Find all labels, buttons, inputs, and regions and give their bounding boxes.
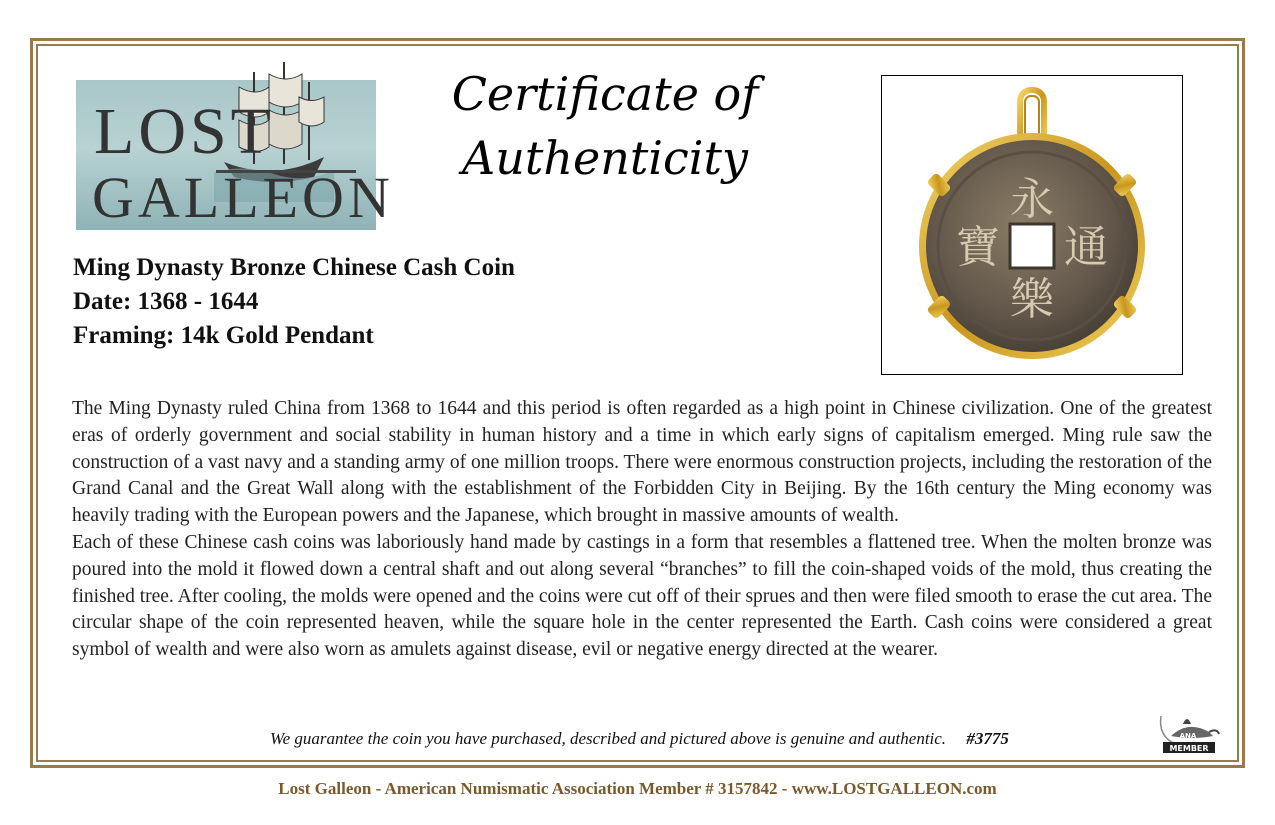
title-line-2: Authenticity <box>462 131 748 185</box>
logo-text-galleon: GALLEON <box>92 165 394 230</box>
badge-member-text: MEMBER <box>1169 744 1209 753</box>
description <box>72 396 1212 664</box>
description-paragraph-1: The Ming Dynasty ruled China from 1368 to 1644 and this period is often regarded as a high point in Chinese civilization. One of the greatest eras of orderly government and social stability in human history and a time in which early signs of capitalism emerged. Ming rule saw the construction of a vast navy and a standing army of one million troops. There were enormous construction projects, including the restoration of the Grand Canal and the Great Wall along with the establishment of the Forbidden City in Beijing. By the 16th century the Ming economy was heavily trading with the European powers and the Japanese, which brought in massive amounts of wealth. <box>72 398 1212 527</box>
certificate-title <box>430 62 780 190</box>
title-line-1: Certificate of <box>451 67 759 121</box>
description-paragraph-2: Each of these Chinese cash coins was laboriously hand made by castings in a form that resembles a flattened tree. When the molten bronze was poured into the mold it flowed down a central shaft and out along several “branches” to fill the coin-shaped voids of the mold, thus creating the finished tree. After cooling, the molds were opened and the coins were cut off of their sprues and then were filed smooth to erase the cut area. The circular shape of the coin represented heaven, while the square hole in the center represented the Earth. Cash coins were considered a great symbol of wealth and were also worn as amulets against disease, evil or negative energy directed at the wearer. <box>72 531 1212 661</box>
coin-char-left: 寶 <box>956 222 1000 273</box>
ana-member-badge-icon <box>1153 706 1223 756</box>
logo-text-lost: LOST <box>94 95 275 168</box>
guarantee-text: We guarantee the coin you have purchased, described and pictured above is genuine and authentic. <box>270 729 947 748</box>
footer-info: Lost Galleon - American Numismatic Association Member # 3157842 - www.LOSTGALLEON.com <box>278 779 997 798</box>
guarantee-statement <box>270 729 1009 749</box>
badge-ana-text: ANA <box>1179 732 1197 740</box>
item-date: Date: 1368 - 1644 <box>73 288 259 315</box>
coin-char-top: 永 <box>1010 174 1054 225</box>
coin-pendant-photo <box>881 75 1183 375</box>
coin-char-right: 通 <box>1064 222 1108 273</box>
item-name: Ming Dynasty Bronze Chinese Cash Coin <box>73 254 515 281</box>
lost-galleon-logo <box>76 80 394 230</box>
item-framing: Framing: 14k Gold Pendant <box>73 322 374 349</box>
coin-char-bottom: 樂 <box>1010 274 1054 325</box>
coin-pendant-image <box>882 76 1182 374</box>
certificate-number: #3775 <box>966 729 1009 748</box>
